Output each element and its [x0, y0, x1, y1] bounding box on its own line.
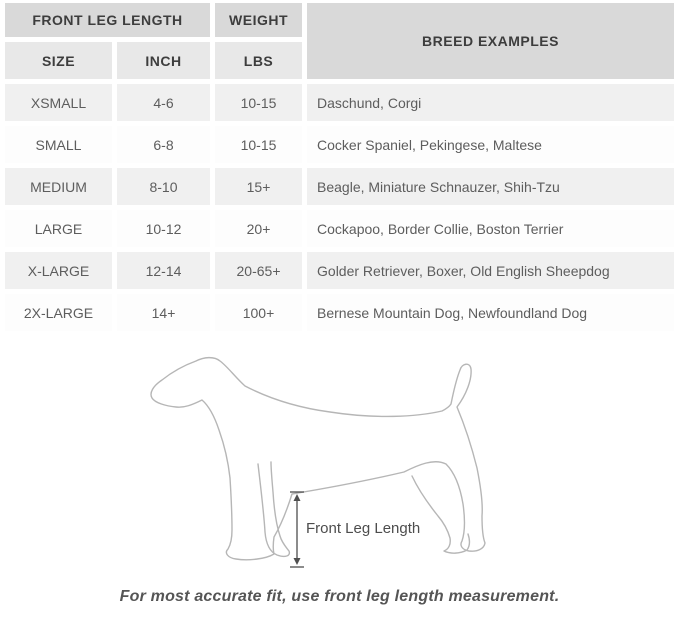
header-lbs: LBS	[215, 42, 302, 79]
lbs-cell: 10-15	[215, 84, 302, 121]
breeds-cell: Bernese Mountain Dog, Newfoundland Dog	[307, 294, 674, 331]
lbs-cell: 20+	[215, 210, 302, 247]
inch-cell: 10-12	[117, 210, 210, 247]
header-front-leg-length: FRONT LEG LENGTH	[5, 3, 210, 37]
lbs-cell: 100+	[215, 294, 302, 331]
table-row	[5, 168, 674, 205]
size-cell: MEDIUM	[5, 168, 112, 205]
table-row	[5, 210, 674, 247]
breeds-cell: Daschund, Corgi	[307, 84, 674, 121]
breeds-cell: Golder Retriever, Boxer, Old English Sheepdog	[307, 252, 674, 289]
lbs-cell: 15+	[215, 168, 302, 205]
size-cell: 2X-LARGE	[5, 294, 112, 331]
inch-cell: 6-8	[117, 126, 210, 163]
header-breed-examples: BREED EXAMPLES	[307, 3, 674, 79]
dog-outline-illustration	[140, 348, 560, 588]
table-row	[5, 84, 674, 121]
table-row	[5, 294, 674, 331]
size-cell: SMALL	[5, 126, 112, 163]
table-row	[5, 252, 674, 289]
header-weight: WEIGHT	[215, 3, 302, 37]
breeds-cell: Beagle, Miniature Schnauzer, Shih-Tzu	[307, 168, 674, 205]
dog-measurement-diagram	[140, 348, 560, 588]
fit-note-caption: For most accurate fit, use front leg length measurement.	[119, 588, 560, 605]
inch-cell: 14+	[117, 294, 210, 331]
header-row-groups	[5, 3, 674, 37]
front-leg-measurement-arrow	[290, 492, 304, 567]
lbs-cell: 20-65+	[215, 252, 302, 289]
inch-cell: 12-14	[117, 252, 210, 289]
header-inch: INCH	[117, 42, 210, 79]
inch-cell: 8-10	[117, 168, 210, 205]
inch-cell: 4-6	[117, 84, 210, 121]
table-row	[5, 126, 674, 163]
header-size: SIZE	[5, 42, 112, 79]
size-cell: X-LARGE	[5, 252, 112, 289]
breeds-cell: Cocker Spaniel, Pekingese, Maltese	[307, 126, 674, 163]
front-leg-length-label: Front Leg Length	[306, 520, 421, 537]
size-cell: XSMALL	[5, 84, 112, 121]
lbs-cell: 10-15	[215, 126, 302, 163]
breeds-cell: Cockapoo, Border Collie, Boston Terrier	[307, 210, 674, 247]
size-cell: LARGE	[5, 210, 112, 247]
